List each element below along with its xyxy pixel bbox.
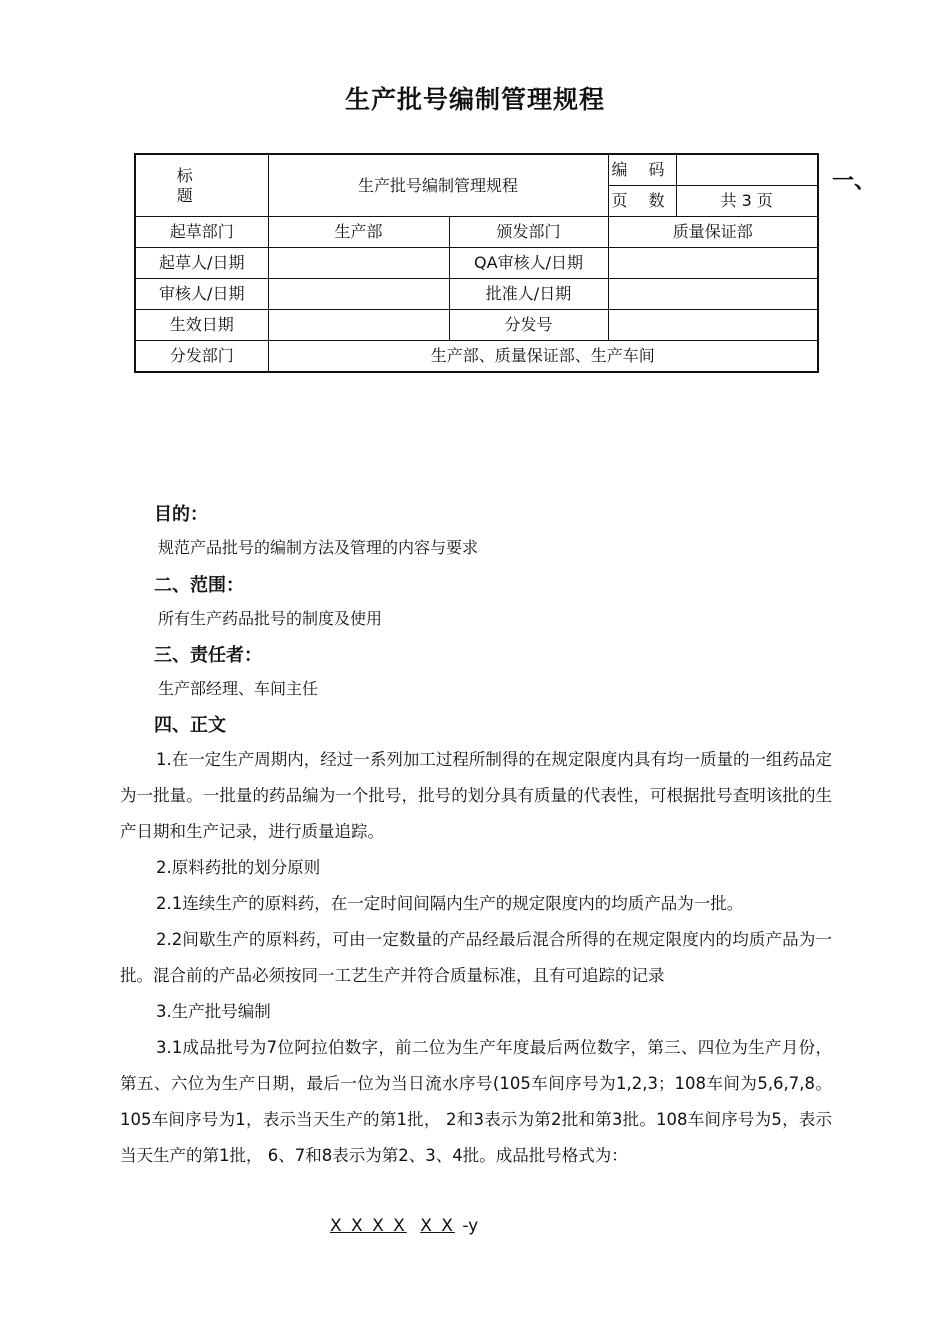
purpose-text: 规范产品批号的编制方法及管理的内容与要求: [158, 538, 479, 557]
drafter-label: 起草人/日期: [135, 248, 268, 279]
document-header-table: [134, 153, 819, 373]
body-paragraph-5: 3.生产批号编制: [156, 1002, 271, 1021]
scope-heading: 二、范围：: [154, 575, 244, 596]
qa-reviewer-value: [608, 248, 818, 279]
pages-value: 共 3 页: [676, 186, 818, 217]
batch-number-format: [330, 1216, 478, 1236]
approver-label: 批准人/日期: [449, 279, 608, 310]
code-value: [676, 154, 818, 186]
draft-dept-label: 起草部门: [135, 217, 268, 248]
body-heading: 四、正文: [154, 715, 226, 736]
format-day: X X: [420, 1216, 455, 1236]
purpose-heading: 目的：: [154, 504, 208, 525]
title-value: 生产批号编制管理规程: [268, 154, 608, 217]
drafter-value: [268, 248, 449, 279]
body-paragraph-4: 2.2间歇生产的原料药，可由一定数量的产品经最后混合所得的在规定限度内的均质产品为一批。混合前的产品必须按同一工艺生产并符合质量标准，且有可追踪的记录: [120, 930, 832, 985]
dist-dept-label: 分发部门: [135, 341, 268, 373]
reviewer-value: [268, 279, 449, 310]
dist-dept-value: 生产部、质量保证部、生产车间: [268, 341, 818, 373]
effective-date-label: 生效日期: [135, 310, 268, 341]
body-paragraph-2: 2.原料药批的划分原则: [156, 858, 321, 877]
title-label: 标 题: [135, 154, 268, 217]
draft-dept-value: 生产部: [268, 217, 449, 248]
section-number-mark: 一、: [832, 169, 877, 194]
effective-date-value: [268, 310, 449, 341]
responsibility-heading: 三、责任者：: [154, 645, 262, 666]
pages-label: 页 数: [608, 186, 676, 217]
issue-dept-label: 颁发部门: [449, 217, 608, 248]
format-serial: -y: [462, 1216, 479, 1236]
code-label: 编 码: [608, 154, 676, 186]
dist-no-value: [608, 310, 818, 341]
body-paragraph-6: 3.1成品批号为7位阿拉伯数字，前二位为生产年度最后两位数字，第三、四位为生产月份，第五、六位为生产日期，最后一位为当日流水序号(105车间序号为1,2,3；108车间为5,6,7,8。105车间序号为1，表示当天生产的第1批， 2和3表示为第2批和第3批。108车间序号为5，表示当天生产的第1批， 6、7和8表示为第2、3、4批。成品批号格式为：: [120, 1038, 832, 1165]
scope-text: 所有生产药品批号的制度及使用: [158, 609, 383, 628]
reviewer-label: 审核人/日期: [135, 279, 268, 310]
document-title: 生产批号编制管理规程: [344, 85, 605, 114]
approver-value: [608, 279, 818, 310]
dist-no-label: 分发号: [449, 310, 608, 341]
responsibility-text: 生产部经理、车间主任: [158, 679, 319, 698]
format-year-month: X X X X: [330, 1216, 407, 1236]
body-paragraph-3: 2.1连续生产的原料药，在一定时间间隔内生产的规定限度内的均质产品为一批。: [156, 894, 744, 913]
body-paragraph-1: 1.在一定生产周期内，经过一系列加工过程所制得的在规定限度内具有均一质量的一组药品定为一批量。一批量的药品编为一个批号，批号的划分具有质量的代表性，可根据批号查明该批的生产日期和生产记录，进行质量追踪。: [120, 750, 832, 841]
issue-dept-value: 质量保证部: [608, 217, 818, 248]
qa-reviewer-label: QA审核人/日期: [449, 248, 608, 279]
